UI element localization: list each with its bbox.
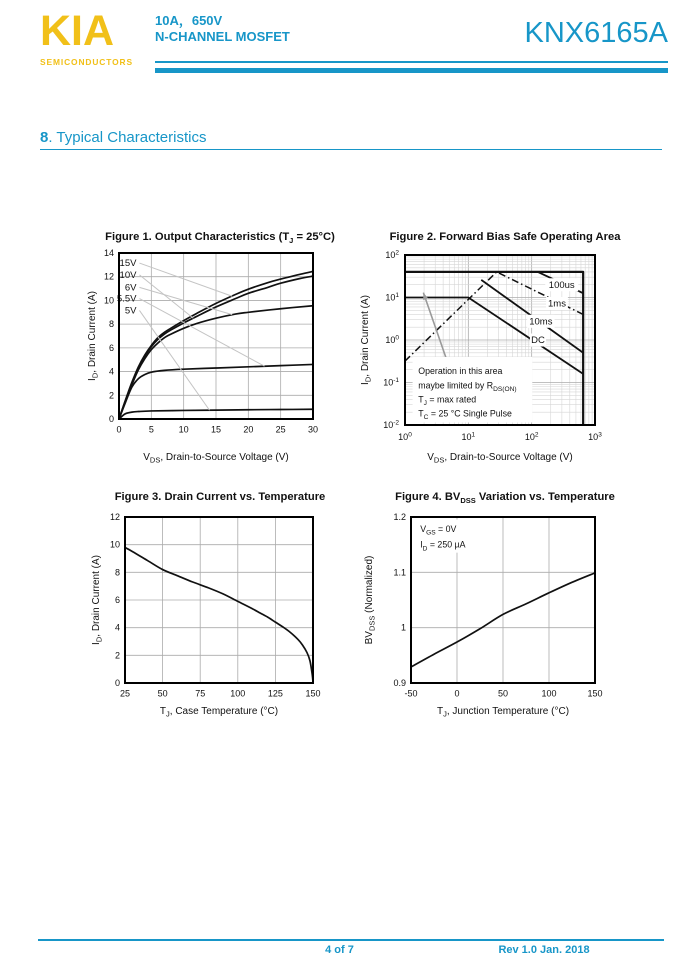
x-tick: 15	[210, 424, 222, 435]
logo-subtitle: SEMICONDUCTORS	[40, 57, 133, 67]
x-tick: 100	[230, 688, 246, 699]
figure-4-chart	[360, 508, 650, 740]
y-tick: 1.1	[393, 567, 406, 578]
inline-label: 100us	[548, 279, 575, 291]
x-tick: 0	[454, 688, 460, 699]
x-tick: 150	[305, 688, 321, 699]
y-tick: 1.2	[393, 512, 406, 522]
y-tick: 2	[114, 650, 120, 661]
x-tick: $10^3$	[588, 431, 602, 442]
grid	[125, 517, 313, 683]
figure-3-chart	[85, 508, 355, 740]
x-tick: 50	[497, 688, 509, 699]
curve-label: 10V	[119, 269, 137, 281]
figure-1	[85, 228, 355, 480]
annotation	[413, 357, 533, 422]
series-ID vs temperature	[125, 547, 313, 682]
curve-label: 5V	[124, 305, 137, 317]
part-number: KNX6165A	[524, 17, 668, 49]
x-tick: 5	[148, 424, 154, 435]
x-axis-title: $V_{DS}$, Drain-to-Source Voltage (V)	[427, 452, 573, 465]
part-summary	[155, 13, 290, 45]
figure-3	[85, 488, 355, 740]
x-tick: 50	[157, 688, 168, 699]
page-number: 4 of 7	[325, 944, 354, 956]
x-tick: 25	[275, 424, 286, 435]
x-tick: 125	[267, 688, 283, 699]
curve-label: 6V	[124, 282, 137, 294]
leader-line	[139, 275, 193, 318]
y-tick: $10^1$	[385, 292, 399, 303]
leader-line	[139, 299, 264, 367]
header-rule-thick	[155, 68, 668, 73]
part-type: N-CHANNEL MOSFET	[155, 29, 290, 44]
figure-4-title: Figure 4. $BV_{DSS}$ Variation vs. Temperature	[395, 491, 615, 506]
figure-2-title: Figure 2. Forward Bias Safe Operating Area	[389, 231, 621, 243]
x-axis-title: $T_J$, Junction Temperature (°C)	[436, 706, 570, 719]
x-tick: -50	[404, 688, 418, 699]
x-tick: $10^1$	[461, 431, 476, 442]
y-tick: 4	[108, 366, 114, 377]
figure-2-chart	[360, 248, 650, 480]
figure-2	[360, 228, 650, 480]
y-tick: 6	[108, 342, 114, 353]
annotation	[416, 519, 495, 552]
header-rule-thin	[155, 61, 668, 63]
y-axis-title: $BV_{DSS}$ (Normalized)	[364, 555, 377, 645]
annotation-line: $I_D = 250$ µA	[420, 539, 466, 553]
inline-label: 1ms	[548, 298, 566, 310]
y-tick: 0	[114, 678, 120, 688]
y-tick: $10^0$	[385, 334, 399, 345]
x-axis-title: $V_{DS}$, Drain-to-Source Voltage (V)	[143, 452, 289, 465]
revision: Rev 1.0 Jan. 2018	[498, 944, 590, 956]
x-tick: 10	[178, 424, 189, 435]
figure-3-title: Figure 3. Drain Current vs. Temperature	[114, 491, 326, 503]
y-tick: 1	[400, 622, 406, 633]
curve-labels	[117, 258, 265, 410]
figure-1-chart	[85, 248, 355, 480]
x-tick: 30	[307, 424, 319, 435]
logo-text: KIA	[40, 7, 115, 55]
series	[125, 547, 313, 682]
y-axis-title: $I_D$, Drain Current (A)	[360, 295, 373, 385]
y-tick: 4	[114, 622, 120, 633]
y-tick: 10	[103, 295, 114, 306]
curve-label: 15V	[119, 258, 137, 270]
y-tick: 12	[109, 512, 120, 522]
figure-1-title: Figure 1. Output Characteristics $(T_J = 25^\circ C)$	[105, 231, 335, 246]
y-tick: $10^2$	[385, 249, 399, 260]
curve-label: 5.5V	[116, 293, 137, 305]
kia-logo	[40, 7, 133, 67]
y-tick: 0.9	[393, 678, 406, 688]
annotation-line: Operation in this area	[418, 366, 503, 376]
annotation-line: $V_{GS} = 0V$	[420, 523, 457, 537]
y-tick: 0	[108, 414, 114, 424]
annotation-line: $T_C = 25$ °C Single Pulse	[418, 408, 512, 422]
section-number: 8	[40, 129, 49, 146]
inline-labels	[527, 278, 578, 346]
y-tick: 12	[103, 271, 114, 282]
section-heading	[40, 129, 662, 150]
tick-labels	[110, 512, 321, 699]
y-tick: 10	[109, 539, 120, 550]
y-tick: 14	[103, 248, 114, 258]
x-tick: 0	[116, 424, 122, 435]
x-tick: $10^2$	[524, 431, 539, 442]
x-tick: $10^0$	[398, 431, 412, 442]
x-axis-title: $T_J$, Case Temperature (°C)	[159, 706, 279, 719]
y-axis-title: $I_D$, Drain Current (A)	[91, 555, 104, 645]
y-tick: 6	[114, 595, 120, 605]
y-axis-title: $I_D$, Drain Current (A)	[87, 291, 100, 381]
section-title: . Typical Characteristics	[48, 129, 207, 146]
figure-4	[360, 488, 650, 740]
x-tick: 150	[587, 688, 603, 699]
x-tick: 20	[243, 424, 254, 435]
y-tick: 8	[114, 567, 120, 578]
x-tick: 75	[195, 688, 206, 699]
inline-label: DC	[531, 335, 545, 347]
x-tick: 25	[119, 688, 131, 699]
annotation-line: maybe limited by $R_{DS(ON)}$	[418, 380, 517, 394]
annotation-line: $T_J = \max$ rated	[418, 394, 477, 408]
y-tick: $10^{-2}$	[383, 419, 399, 430]
part-rating: 10A，650V	[155, 13, 223, 28]
x-tick: 100	[541, 688, 557, 699]
y-tick: $10^{-1}$	[383, 377, 399, 388]
y-tick: 2	[108, 390, 114, 401]
inline-label: 10ms	[529, 316, 553, 328]
arrowhead	[423, 293, 428, 300]
y-tick: 8	[108, 319, 114, 330]
footer-rule	[38, 939, 664, 941]
